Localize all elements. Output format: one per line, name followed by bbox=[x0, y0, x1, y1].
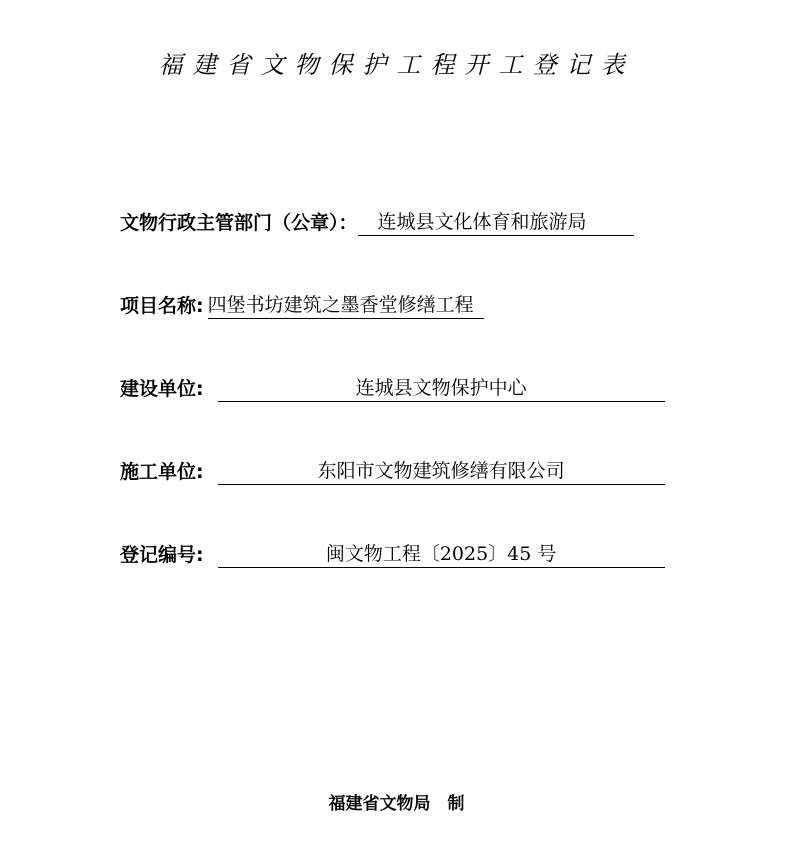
project-name-row bbox=[120, 291, 484, 319]
registration-row bbox=[120, 540, 665, 568]
project-name-label: 项目名称: bbox=[120, 295, 204, 317]
project-name-value: 四堡书坊建筑之墨香堂修缮工程 bbox=[208, 292, 484, 319]
authority-label: 文物行政主管部门（公章）： bbox=[120, 212, 358, 234]
authority-row bbox=[120, 208, 634, 236]
authority-value: 连城县文化体育和旅游局 bbox=[358, 209, 634, 236]
builder-value: 连城县文物保护中心 bbox=[218, 375, 665, 402]
issuer-footer: 福建省文物局 制 bbox=[328, 794, 465, 814]
registration-value: 闽文物工程〔2025〕45 号 bbox=[218, 541, 665, 568]
builder-label: 建设单位: bbox=[120, 378, 204, 400]
contractor-label: 施工单位: bbox=[120, 461, 204, 483]
builder-row bbox=[120, 374, 665, 402]
registration-label: 登记编号: bbox=[120, 544, 204, 566]
contractor-value: 东阳市文物建筑修缮有限公司 bbox=[218, 458, 665, 485]
contractor-row bbox=[120, 457, 665, 485]
page-title: 福建省文物保护工程开工登记表 bbox=[158, 51, 635, 79]
